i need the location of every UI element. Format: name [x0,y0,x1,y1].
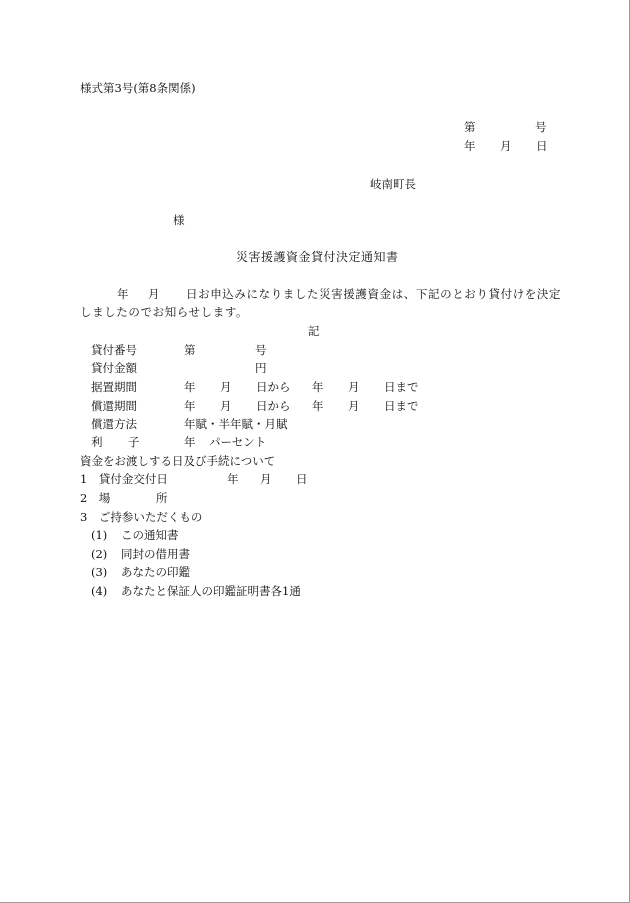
repay-period-month1: 月 [220,399,232,413]
interest-label-b: 子 [128,435,140,449]
bring-item-1-num: (1) [91,528,108,542]
body-year: 年 [117,287,129,301]
procedure-item-1-month: 月 [260,472,272,486]
body-line-2: しましたのでお知らせします。 [80,305,249,319]
interest-percent: パーセント [209,435,267,449]
ki-mark: 記 [308,324,320,338]
repay-period-day2: 日まで [384,399,419,413]
procedure-item-2-label-b: 所 [156,491,168,505]
loan-number-label: 貸付番号 [91,343,137,357]
procedure-item-1-day: 日 [296,472,308,486]
body-month: 月 [148,287,160,301]
bring-item-2-num: (2) [91,547,108,561]
date-year: 年 [464,139,476,153]
bring-item-3-num: (3) [91,565,108,579]
loan-amount-yen: 円 [255,361,267,375]
loan-amount-label: 貸付金額 [91,361,137,375]
procedure-item-1-label: 1 貸付金交付日 [80,472,168,486]
grace-period-year2: 年 [312,380,324,394]
procedure-item-2-label-a: 2 場 [80,491,111,505]
loan-number-go: 号 [255,343,267,357]
grace-period-day1: 日から [256,380,291,394]
repay-period-year1: 年 [184,399,196,413]
page-title: 災害援護資金貸付決定通知書 [236,250,399,264]
interest-label-a: 利 [91,435,103,449]
repay-method-label: 償還方法 [91,417,137,431]
date-month: 月 [500,139,512,153]
doc-number-go: 号 [535,120,547,134]
grace-period-year1: 年 [184,380,196,394]
body-line-1: 日お申込みになりました災害援護資金は、下記のとおり貸付けを決定 [186,287,562,301]
grace-period-month1: 月 [220,380,232,394]
bring-item-4-num: (4) [91,584,108,598]
grace-period-label: 据置期間 [91,380,137,394]
bring-item-4-text: あなたと保証人の印鑑証明書各1通 [121,584,301,598]
repay-period-label: 償還期間 [91,399,137,413]
bring-item-1-text: この通知書 [121,528,179,542]
date-day: 日 [536,139,548,153]
bring-item-3-text: あなたの印鑑 [121,565,190,579]
addressee-sama: 様 [173,213,185,227]
repay-method-value: 年賦・半年賦・月賦 [184,417,288,431]
repay-period-year2: 年 [312,399,324,413]
issuer-name: 岐南町長 [370,177,416,191]
repay-period-month2: 月 [348,399,360,413]
grace-period-month2: 月 [348,380,360,394]
form-label: 様式第3号(第8条関係) [80,81,196,95]
procedure-heading: 資金をお渡しする日及び手続について [80,454,276,468]
procedure-item-1-year: 年 [227,472,239,486]
loan-number-dai: 第 [184,343,196,357]
procedure-item-3-label: 3 ご持参いただくもの [80,510,203,524]
repay-period-day1: 日から [256,399,291,413]
grace-period-day2: 日まで [384,380,419,394]
bring-item-2-text: 同封の借用書 [121,547,190,561]
doc-number-dai: 第 [464,120,476,134]
interest-nen: 年 [184,435,196,449]
